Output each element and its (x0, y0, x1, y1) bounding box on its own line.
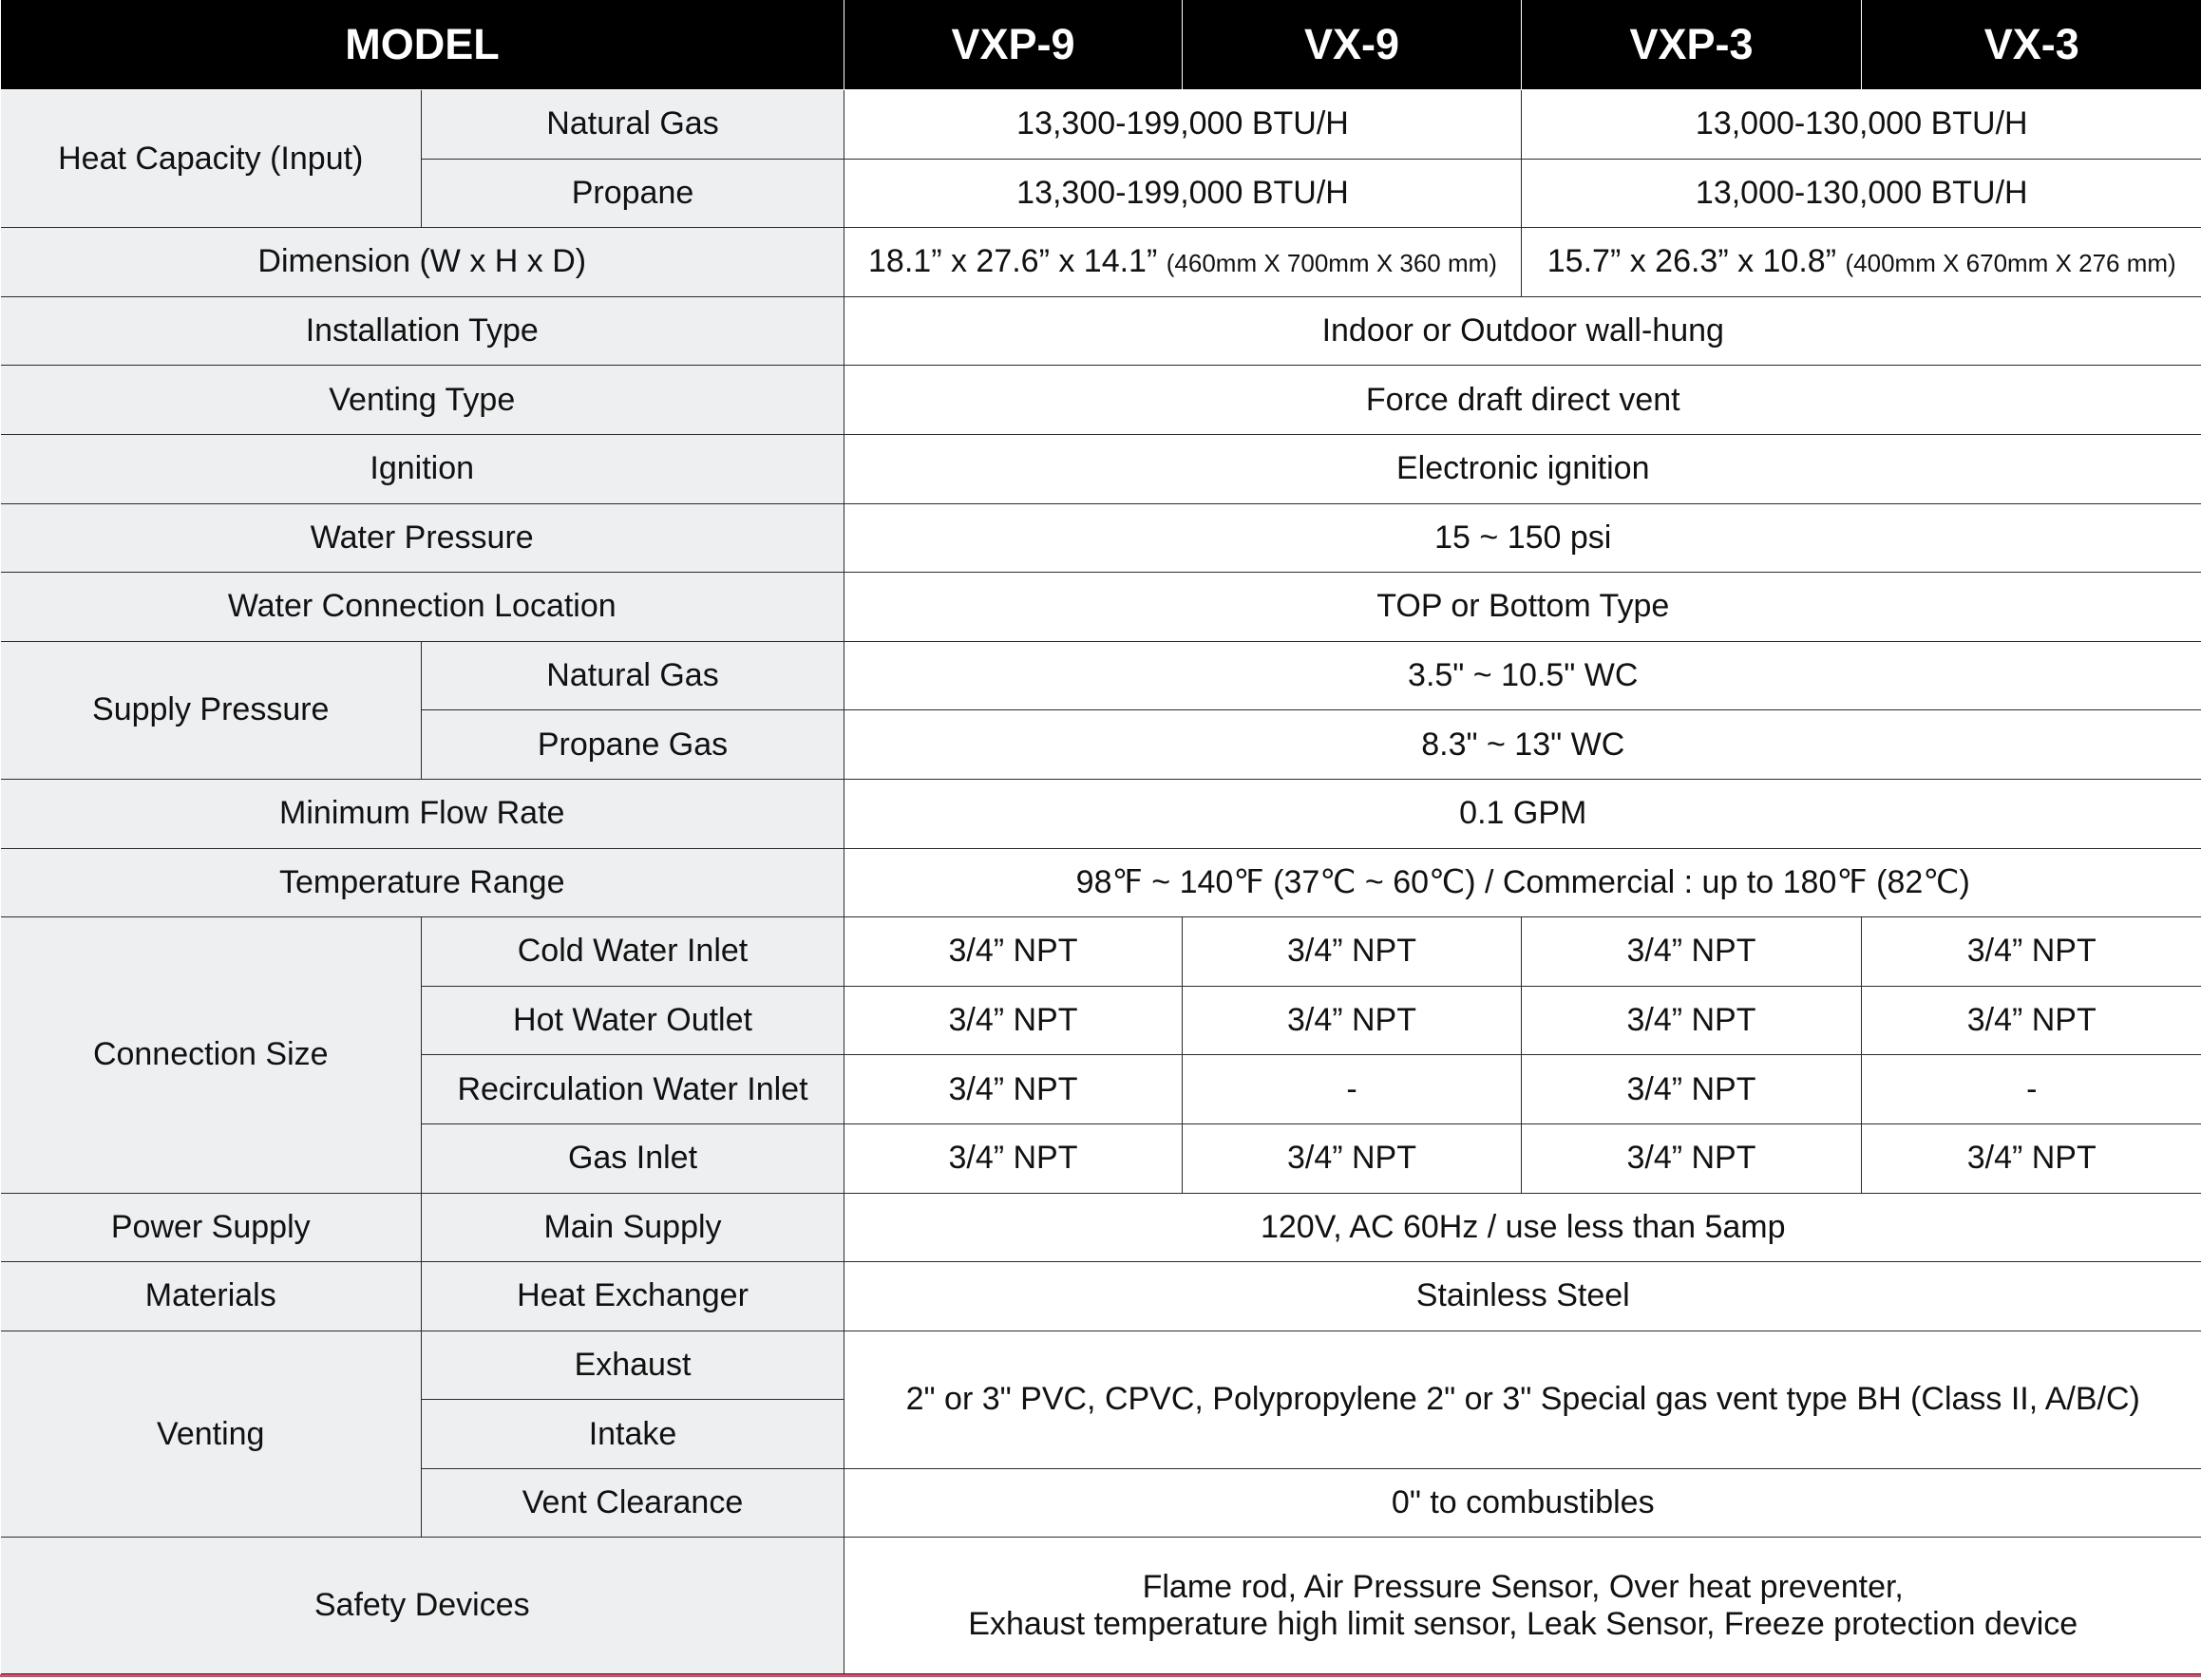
gas-inlet-vx-9: 3/4” NPT (1183, 1123, 1522, 1193)
safety-devices-line-1: Flame rod, Air Pressure Sensor, Over heat preventer, (1142, 1568, 1904, 1605)
dimension-group3 (1522, 228, 2201, 297)
materials-label: Materials (1, 1262, 422, 1331)
heat-natural-gas-label: Natural Gas (422, 90, 844, 160)
cold-water-inlet-vx-3: 3/4” NPT (1862, 917, 2201, 987)
recirculation-inlet-vx-3: - (1862, 1055, 2201, 1124)
table-row (1, 434, 2201, 503)
materials-value: Stainless Steel (844, 1262, 2201, 1331)
venting-pipe-value: 2" or 3" PVC, CPVC, Polypropylene 2" or 3" Special gas vent type BH (Class II, A/B/C) (844, 1331, 2201, 1468)
venting-type-label: Venting Type (1, 366, 844, 435)
supply-natural-gas-value: 3.5" ~ 10.5" WC (844, 641, 2201, 710)
power-supply-label: Power Supply (1, 1193, 422, 1262)
water-connection-value: TOP or Bottom Type (844, 573, 2201, 642)
heat-natural-gas-group9: 13,300-199,000 BTU/H (844, 90, 1522, 160)
recirculation-inlet-vxp-9: 3/4” NPT (844, 1055, 1183, 1124)
dimension-group9 (844, 228, 1522, 297)
min-flow-label: Minimum Flow Rate (1, 779, 844, 848)
dimension-label: Dimension (W x H x D) (1, 228, 844, 297)
safety-devices-label: Safety Devices (1, 1538, 844, 1674)
dimension-group9-inches: 18.1” x 27.6” x 14.1” (868, 243, 1158, 280)
bottom-accent-line (0, 1674, 2201, 1677)
temperature-range-value: 98℉ ~ 140℉ (37℃ ~ 60℃) / Commercial : up to 180℉ (82℃) (844, 848, 2201, 917)
heat-capacity-label: Heat Capacity (Input) (1, 90, 422, 228)
model-vx-9: VX-9 (1183, 0, 1522, 90)
water-connection-label: Water Connection Location (1, 573, 844, 642)
hot-water-outlet-vx-3: 3/4” NPT (1862, 986, 2201, 1055)
dimension-group9-mm: (460mm X 700mm X 360 mm) (1166, 249, 1497, 278)
supply-propane-gas-label: Propane Gas (422, 710, 844, 780)
min-flow-value: 0.1 GPM (844, 779, 2201, 848)
cold-water-inlet-vxp-3: 3/4” NPT (1522, 917, 1862, 987)
vent-clearance-label: Vent Clearance (422, 1468, 844, 1538)
gas-inlet-label: Gas Inlet (422, 1123, 844, 1193)
model-header: MODEL (1, 0, 844, 90)
table-row (1, 779, 2201, 848)
ignition-value: Electronic ignition (844, 434, 2201, 503)
supply-natural-gas-label: Natural Gas (422, 641, 844, 710)
water-pressure-label: Water Pressure (1, 503, 844, 573)
main-supply-label: Main Supply (422, 1193, 844, 1262)
installation-type-value: Indoor or Outdoor wall-hung (844, 296, 2201, 366)
supply-pressure-label: Supply Pressure (1, 641, 422, 779)
recirculation-inlet-vxp-3: 3/4” NPT (1522, 1055, 1862, 1124)
dimension-group3-mm: (400mm X 670mm X 276 mm) (1845, 249, 2176, 278)
table-row (1, 1538, 2201, 1674)
ignition-label: Ignition (1, 434, 844, 503)
intake-label: Intake (422, 1400, 844, 1469)
recirculation-inlet-vx-9: - (1183, 1055, 1522, 1124)
heat-propane-label: Propane (422, 159, 844, 228)
table-row (1, 1331, 2201, 1400)
model-vxp-9: VXP-9 (844, 0, 1183, 90)
venting-type-value: Force draft direct vent (844, 366, 2201, 435)
hot-water-outlet-vx-9: 3/4” NPT (1183, 986, 1522, 1055)
hot-water-outlet-label: Hot Water Outlet (422, 986, 844, 1055)
water-pressure-value: 15 ~ 150 psi (844, 503, 2201, 573)
model-vxp-3: VXP-3 (1522, 0, 1862, 90)
exhaust-label: Exhaust (422, 1331, 844, 1400)
table-row (1, 90, 2201, 160)
cold-water-inlet-label: Cold Water Inlet (422, 917, 844, 987)
table-row (1, 366, 2201, 435)
safety-devices-value (844, 1538, 2201, 1674)
installation-type-label: Installation Type (1, 296, 844, 366)
heat-natural-gas-group3: 13,000-130,000 BTU/H (1522, 90, 2201, 160)
table-row (1, 296, 2201, 366)
supply-propane-gas-value: 8.3" ~ 13" WC (844, 710, 2201, 780)
recirculation-inlet-label: Recirculation Water Inlet (422, 1055, 844, 1124)
hot-water-outlet-vxp-3: 3/4” NPT (1522, 986, 1862, 1055)
safety-devices-line-2: Exhaust temperature high limit sensor, Leak Sensor, Freeze protection device (968, 1605, 2078, 1642)
power-supply-value: 120V, AC 60Hz / use less than 5amp (844, 1193, 2201, 1262)
heat-propane-group9: 13,300-199,000 BTU/H (844, 159, 1522, 228)
vent-clearance-value: 0" to combustibles (844, 1468, 2201, 1538)
temperature-range-label: Temperature Range (1, 848, 844, 917)
cold-water-inlet-vxp-9: 3/4” NPT (844, 917, 1183, 987)
gas-inlet-vx-3: 3/4” NPT (1862, 1123, 2201, 1193)
model-vx-3: VX-3 (1862, 0, 2201, 90)
table-row (1, 228, 2201, 297)
table-row (1, 1262, 2201, 1331)
table-row (1, 503, 2201, 573)
heat-propane-group3: 13,000-130,000 BTU/H (1522, 159, 2201, 228)
hot-water-outlet-vxp-9: 3/4” NPT (844, 986, 1183, 1055)
header-row (1, 0, 2201, 90)
venting-label: Venting (1, 1331, 422, 1538)
dimension-group3-inches: 15.7” x 26.3” x 10.8” (1546, 243, 1837, 280)
table-row (1, 641, 2201, 710)
table-row (1, 1193, 2201, 1262)
heat-exchanger-label: Heat Exchanger (422, 1262, 844, 1331)
cold-water-inlet-vx-9: 3/4” NPT (1183, 917, 1522, 987)
table-row (1, 917, 2201, 987)
table-row (1, 848, 2201, 917)
gas-inlet-vxp-9: 3/4” NPT (844, 1123, 1183, 1193)
connection-size-label: Connection Size (1, 917, 422, 1193)
table-row (1, 573, 2201, 642)
gas-inlet-vxp-3: 3/4” NPT (1522, 1123, 1862, 1193)
